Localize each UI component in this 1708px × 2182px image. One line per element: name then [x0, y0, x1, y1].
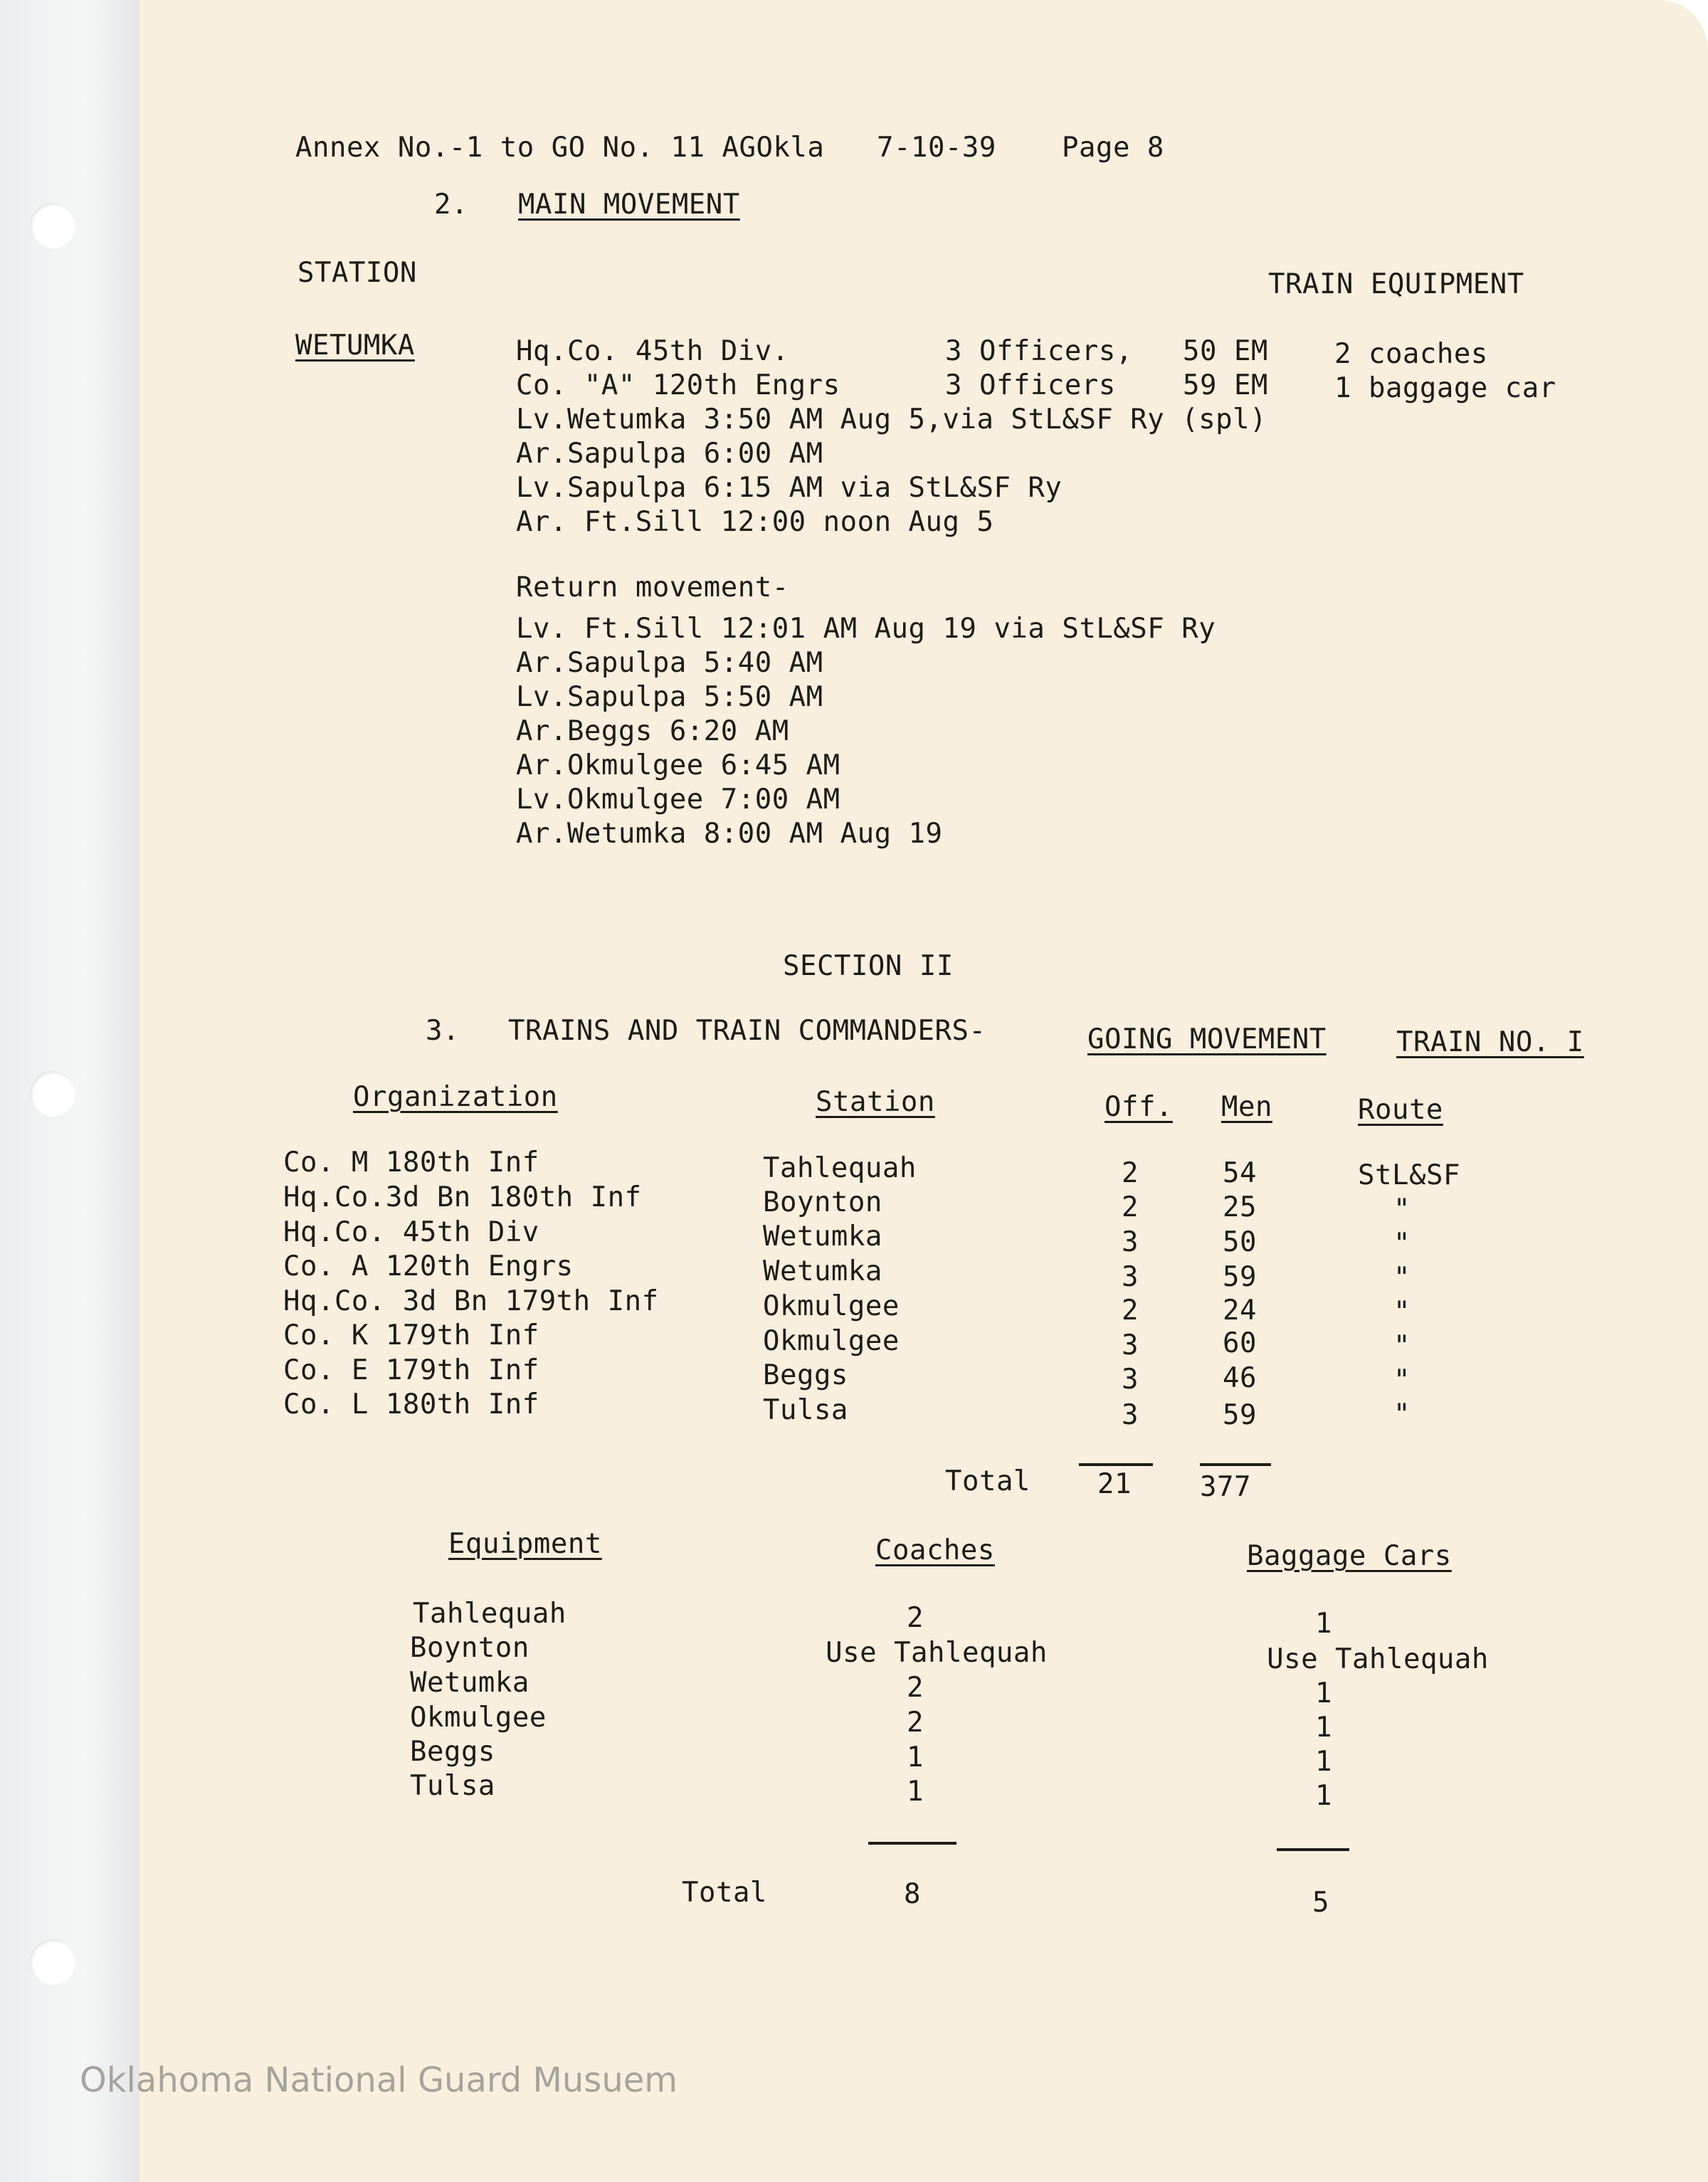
total-rule [1079, 1463, 1153, 1466]
unit-officers: 3 Officers [945, 369, 1116, 401]
equipment-station: Okmulgee [410, 1702, 547, 1734]
station-heading: STATION [297, 257, 417, 289]
row-station: Okmulgee [763, 1325, 900, 1357]
going-movement-heading: GOING MOVEMENT [1087, 1023, 1327, 1055]
row-organization: Hq.Co.3d Bn 180th Inf [283, 1181, 642, 1213]
unit-em: 59 EM [1183, 369, 1268, 401]
column-coaches: Coaches [875, 1534, 995, 1566]
schedule-line: Ar.Wetumka 8:00 AM Aug 19 [516, 818, 943, 850]
train-number: TRAIN NO. I [1396, 1026, 1584, 1058]
column-route: Route [1358, 1094, 1443, 1126]
schedule-line: Ar.Sapulpa 5:40 AM [516, 647, 823, 679]
item-number: 3. [426, 1015, 460, 1047]
document-date: 7-10-39 [877, 132, 996, 164]
row-organization: Hq.Co. 3d Bn 179th Inf [283, 1285, 659, 1317]
column-baggage-cars: Baggage Cars [1247, 1540, 1452, 1572]
row-men: 24 [1223, 1295, 1257, 1327]
row-route: " [1393, 1228, 1411, 1260]
row-officers: 2 [1122, 1157, 1139, 1189]
schedule-line: Lv.Sapulpa 5:50 AM [516, 681, 823, 713]
row-officers: 3 [1122, 1329, 1139, 1361]
row-station: Wetumka [763, 1255, 882, 1287]
row-men: 60 [1223, 1327, 1257, 1359]
punch-hole [30, 1939, 75, 1985]
row-station: Beggs [763, 1359, 848, 1391]
punch-hole [30, 203, 75, 248]
unit-equipment: 2 coaches [1334, 338, 1488, 370]
page-number: Page 8 [1062, 132, 1164, 164]
row-organization: Hq.Co. 45th Div [283, 1216, 539, 1248]
row-station: Boynton [763, 1186, 882, 1218]
row-route: " [1393, 1193, 1411, 1226]
equipment-coaches: 2 [907, 1707, 924, 1739]
equipment-baggage: 1 [1315, 1677, 1332, 1709]
row-organization: Co. A 120th Engrs [283, 1250, 574, 1282]
schedule-line: Ar.Okmulgee 6:45 AM [516, 749, 840, 781]
equipment-station: Tahlequah [413, 1598, 566, 1630]
equipment-coaches: 2 [907, 1602, 924, 1634]
row-officers: 2 [1122, 1295, 1139, 1327]
museum-watermark: Oklahoma National Guard Musuem [80, 2060, 678, 2100]
main-movement-title: MAIN MOVEMENT [518, 189, 740, 221]
unit-officers: 3 Officers, [945, 335, 1133, 367]
schedule-line: Ar.Sapulpa 6:00 AM [516, 438, 823, 470]
column-men: Men [1221, 1091, 1272, 1123]
schedule-line: Lv.Wetumka 3:50 AM Aug 5,via StL&SF Ry (spl) [516, 404, 1267, 436]
unit-name: Co. "A" 120th Engrs [516, 369, 840, 401]
total-rule [868, 1842, 956, 1845]
column-station: Station [816, 1086, 935, 1118]
binder-strip [0, 0, 142, 2182]
trains-heading: TRAINS AND TRAIN COMMANDERS- [508, 1015, 986, 1047]
row-organization: Co. K 179th Inf [283, 1319, 539, 1351]
row-route: " [1393, 1296, 1411, 1328]
equipment-baggage: 1 [1315, 1712, 1332, 1744]
total-men: 377 [1200, 1471, 1251, 1503]
equipment-coaches: 1 [907, 1776, 924, 1808]
total-officers: 21 [1097, 1468, 1132, 1500]
unit-equipment: 1 baggage car [1334, 372, 1556, 404]
train-equipment-heading: TRAIN EQUIPMENT [1268, 268, 1524, 300]
return-heading: Return movement- [516, 571, 789, 604]
row-station: Tahlequah [763, 1152, 917, 1184]
unit-em: 50 EM [1183, 335, 1268, 367]
row-station: Wetumka [763, 1221, 882, 1253]
row-men: 25 [1223, 1191, 1257, 1223]
equipment-station: Boynton [410, 1632, 529, 1664]
equipment-total-label: Total [682, 1877, 767, 1909]
row-route: StL&SF [1358, 1159, 1460, 1191]
equipment-baggage: 1 [1315, 1746, 1332, 1778]
column-officers: Off. [1105, 1091, 1173, 1123]
column-equipment: Equipment [448, 1528, 602, 1560]
station-wetumka: WETUMKA [295, 330, 415, 362]
schedule-line: Lv.Sapulpa 6:15 AM via StL&SF Ry [516, 472, 1063, 504]
total-label: Total [945, 1465, 1030, 1497]
row-organization: Co. E 179th Inf [283, 1354, 539, 1386]
row-station: Tulsa [763, 1394, 848, 1426]
equipment-baggage: 1 [1315, 1780, 1332, 1812]
row-men: 59 [1223, 1261, 1257, 1293]
punch-hole [30, 1071, 75, 1117]
equipment-station: Wetumka [410, 1667, 529, 1699]
row-officers: 3 [1122, 1226, 1139, 1258]
row-organization: Co. M 180th Inf [283, 1147, 539, 1179]
schedule-line: Ar.Beggs 6:20 AM [516, 715, 789, 747]
equipment-baggage: Use Tahlequah [1267, 1643, 1489, 1675]
row-organization: Co. L 180th Inf [283, 1388, 539, 1421]
row-route: " [1393, 1398, 1411, 1430]
total-rule [1200, 1463, 1271, 1466]
equipment-baggage: 1 [1315, 1608, 1332, 1640]
row-men: 54 [1223, 1157, 1257, 1189]
total-baggage-cars: 5 [1312, 1887, 1329, 1919]
row-officers: 2 [1122, 1191, 1139, 1223]
section-title: SECTION II [783, 950, 954, 982]
total-rule [1277, 1848, 1349, 1851]
row-route: " [1393, 1330, 1411, 1362]
unit-name: Hq.Co. 45th Div. [516, 335, 789, 367]
equipment-station: Beggs [410, 1736, 495, 1768]
row-officers: 3 [1122, 1399, 1139, 1431]
row-route: " [1393, 1262, 1411, 1294]
total-coaches: 8 [904, 1878, 921, 1910]
item-number: 2. [434, 189, 468, 221]
row-officers: 3 [1122, 1364, 1139, 1396]
row-men: 50 [1223, 1226, 1257, 1258]
schedule-line: Lv. Ft.Sill 12:01 AM Aug 19 via StL&SF Ry [516, 613, 1216, 645]
annex-reference: Annex No.-1 to GO No. 11 AGOkla [295, 132, 825, 164]
equipment-station: Tulsa [410, 1770, 495, 1802]
column-organization: Organization [353, 1081, 558, 1113]
row-station: Okmulgee [763, 1290, 900, 1322]
schedule-line: Lv.Okmulgee 7:00 AM [516, 784, 840, 816]
equipment-coaches: Use Tahlequah [826, 1637, 1048, 1669]
row-officers: 3 [1122, 1261, 1139, 1293]
schedule-line: Ar. Ft.Sill 12:00 noon Aug 5 [516, 506, 994, 538]
row-men: 46 [1223, 1362, 1257, 1394]
equipment-coaches: 2 [907, 1672, 924, 1704]
row-men: 59 [1223, 1399, 1257, 1431]
equipment-coaches: 1 [907, 1741, 924, 1773]
row-route: " [1393, 1364, 1411, 1396]
